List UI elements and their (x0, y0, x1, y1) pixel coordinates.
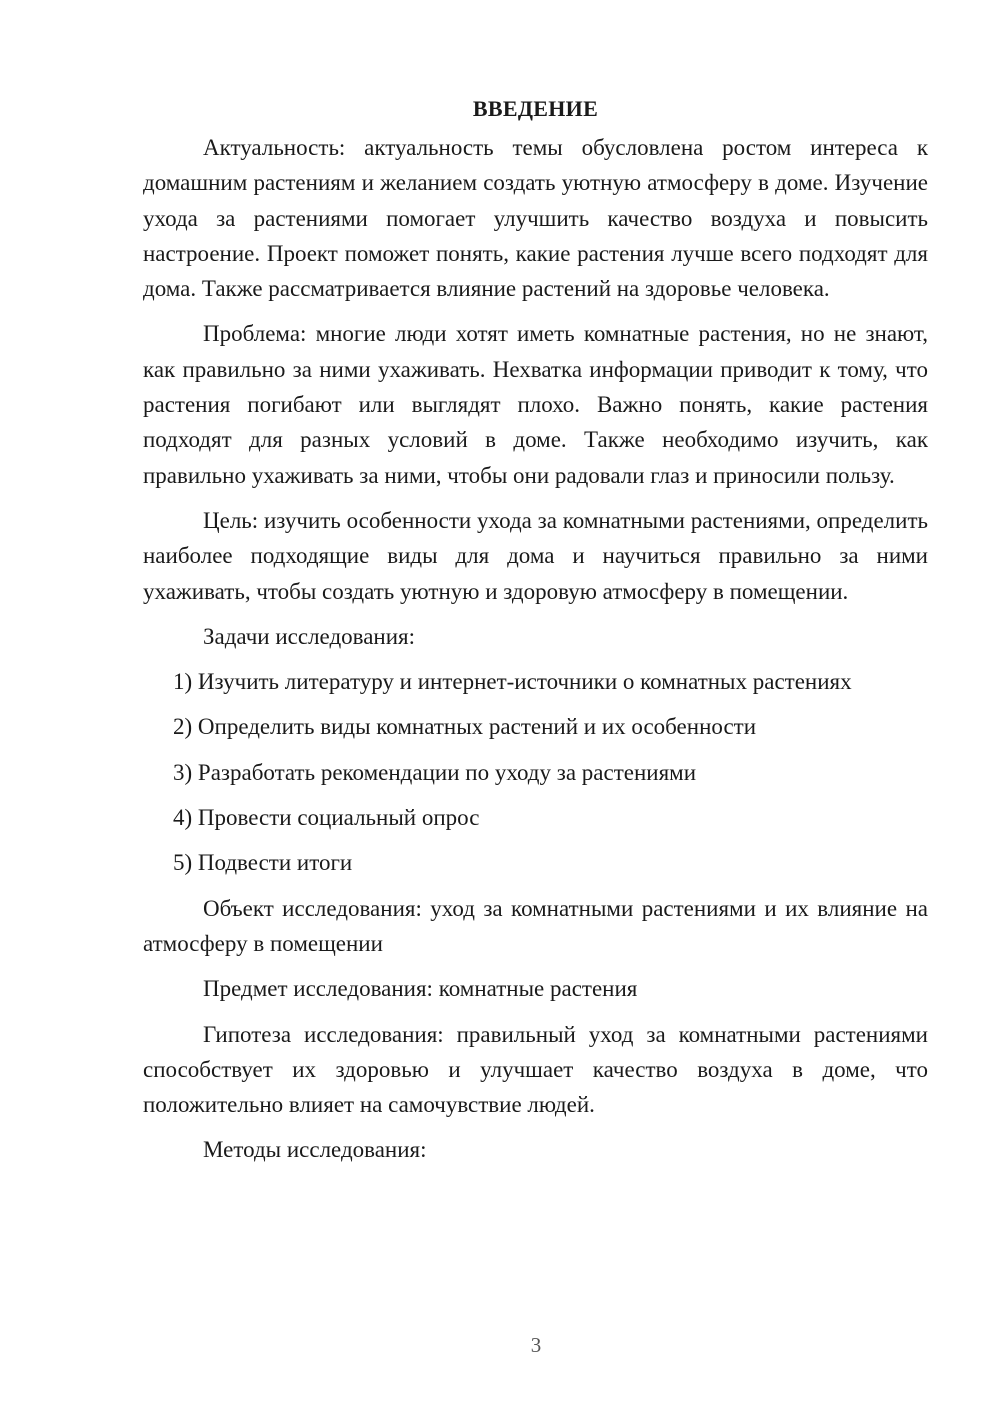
page-content (143, 92, 928, 1178)
methods-heading: Методы исследования: (203, 1137, 427, 1163)
list-item: 5) Подвести итоги (173, 850, 353, 876)
page-number: 3 (530, 1333, 542, 1357)
goal-paragraph: Цель: изучить особенности ухода за комнатными растениями, определить наиболее подходящие виды для дома и научиться правильно за ними ухаживать, чтобы создать уютную и здоровую атмосферу в помещении. (143, 507, 928, 604)
relevance-paragraph: Актуальность: актуальность темы обусловлена ростом интереса к домашним растениям и желанием создать уютную атмосферу в доме. Изучение ухода за растениями помогает улучшить качество воздуха и повысить настроение. Проект поможет понять, какие растения лучше всего подходят для дома. Также рассматривается влияние растений на здоровье человека. (143, 135, 928, 302)
tasks-heading: Задачи исследования: (203, 623, 416, 649)
list-item: 1) Изучить литературу и интернет-источники о комнатных растениях (173, 669, 852, 695)
list-item: 2) Определить виды комнатных растений и их особенности (173, 714, 757, 740)
hypothesis-paragraph: Гипотеза исследования: правильный уход за комнатными растениями способствует их здоровью и улучшает качество воздуха в доме, что положительно влияет на самочувствие людей. (143, 1021, 928, 1118)
tasks-list (143, 664, 928, 880)
section-title: ВВЕДЕНИЕ (472, 96, 599, 121)
subject-paragraph: Предмет исследования: комнатные растения (203, 976, 638, 1002)
object-paragraph: Объект исследования: уход за комнатными растениями и их влияние на атмосферу в помещении (143, 895, 928, 956)
list-item: 4) Провести социальный опрос (173, 805, 480, 831)
problem-paragraph: Проблема: многие люди хотят иметь комнатные растения, но не знают, как правильно за ними ухаживать. Нехватка информации приводит к тому, что растения погибают или выглядят плохо. Важно понять, какие растения подходят для разных условий в доме. Также необходимо изучить, как правильно ухаживать за ними, чтобы они радовали глаз и приносили пользу. (143, 321, 928, 488)
list-item: 3) Разработать рекомендации по уходу за растениями (173, 759, 697, 785)
